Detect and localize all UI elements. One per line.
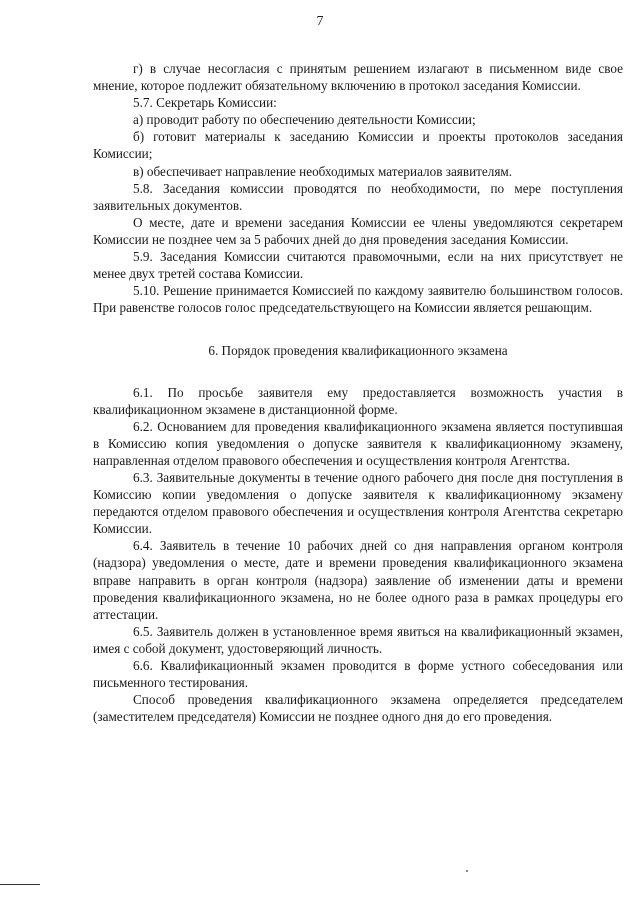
paragraph-5-7-a: а) проводит работу по обеспечению деятельности Комиссии;: [133, 112, 476, 128]
paragraph-5-8-notice: О месте, дате и времени заседания Комиссии ее члены уведомляются секретарем Комиссии не позднее чем за 5 рабочих дней до дня проведения заседания Комиссии.: [93, 214, 623, 247]
page-number: 7: [316, 14, 324, 29]
paragraph-6-5: 6.5. Заявитель должен в установленное время явиться на квалификационный экзамен, имея с собой документ, удостоверяющий личность.: [93, 623, 623, 656]
section-heading-6: 6. Порядок проведения квалификационного экзамена: [208, 343, 508, 359]
paragraph-5-7: 5.7. Секретарь Комиссии:: [133, 95, 277, 111]
paragraph-6-6: 6.6. Квалификационный экзамен проводится в форме устного собеседования или письменного тестирования.: [93, 658, 623, 691]
paragraph-6-3: 6.3. Заявительные документы в течение одного рабочего дня после дня поступления в Комиссию копии уведомления о допуске заявителя к квалификационному экзамену передаются отделом правового обеспечения и осуществления контроля Агентства секретарю Комиссии.: [93, 469, 623, 537]
paragraph-5-10: 5.10. Решение принимается Комиссией по каждому заявителю большинством голосов. При равенстве голосов голос председательствующего на Комиссии является решающим.: [93, 283, 623, 316]
paragraph-5-9: 5.9. Заседания Комиссии считаются правомочными, если на них присутствует не менее двух третей состава Комиссии.: [93, 249, 623, 282]
paragraph-6-1: 6.1. По просьбе заявителя ему предоставляется возможность участия в квалификационном экзамене в дистанционной форме.: [93, 384, 623, 417]
scan-artifact-dot: [466, 870, 468, 872]
paragraph-5-7-v: в) обеспечивает направление необходимых материалов заявителям.: [133, 163, 513, 179]
document-body: [93, 60, 623, 725]
paragraph-6-2: 6.2. Основанием для проведения квалификационного экзамена является поступившая в Комиссию копия уведомления о допуске заявителя к квалификационному экзамену, направленная отделом правового обеспечения и осуществления контроля Агентства.: [93, 418, 623, 468]
paragraph-6-4: 6.4. Заявитель в течение 10 рабочих дней со дня направления органом контроля (надзора) уведомления о месте, дате и времени проведения квалификационного экзамена вправе направить в орган контроля (надзора) заявление об изменении даты и времени проведения квалификационного экзамена, но не более одного раза в рамках процедуры его аттестации.: [93, 538, 623, 622]
paragraph-5-8: 5.8. Заседания комиссии проводятся по необходимости, по мере поступления заявительных документов.: [93, 180, 623, 213]
paragraph-g-dissent: г) в случае несогласия с принятым решением излагают в письменном виде свое мнение, которое подлежит обязательному включению в протокол заседания Комиссии.: [93, 61, 623, 94]
paragraph-5-7-b: б) готовит материалы к заседанию Комиссии и проекты протоколов заседания Комиссии;: [93, 129, 623, 162]
scan-artifact-line: [0, 884, 40, 885]
paragraph-6-6-method: Способ проведения квалификационного экзамена определяется председателем (заместителем председателя) Комиссии не позднее одного дня до его проведения.: [93, 692, 623, 725]
